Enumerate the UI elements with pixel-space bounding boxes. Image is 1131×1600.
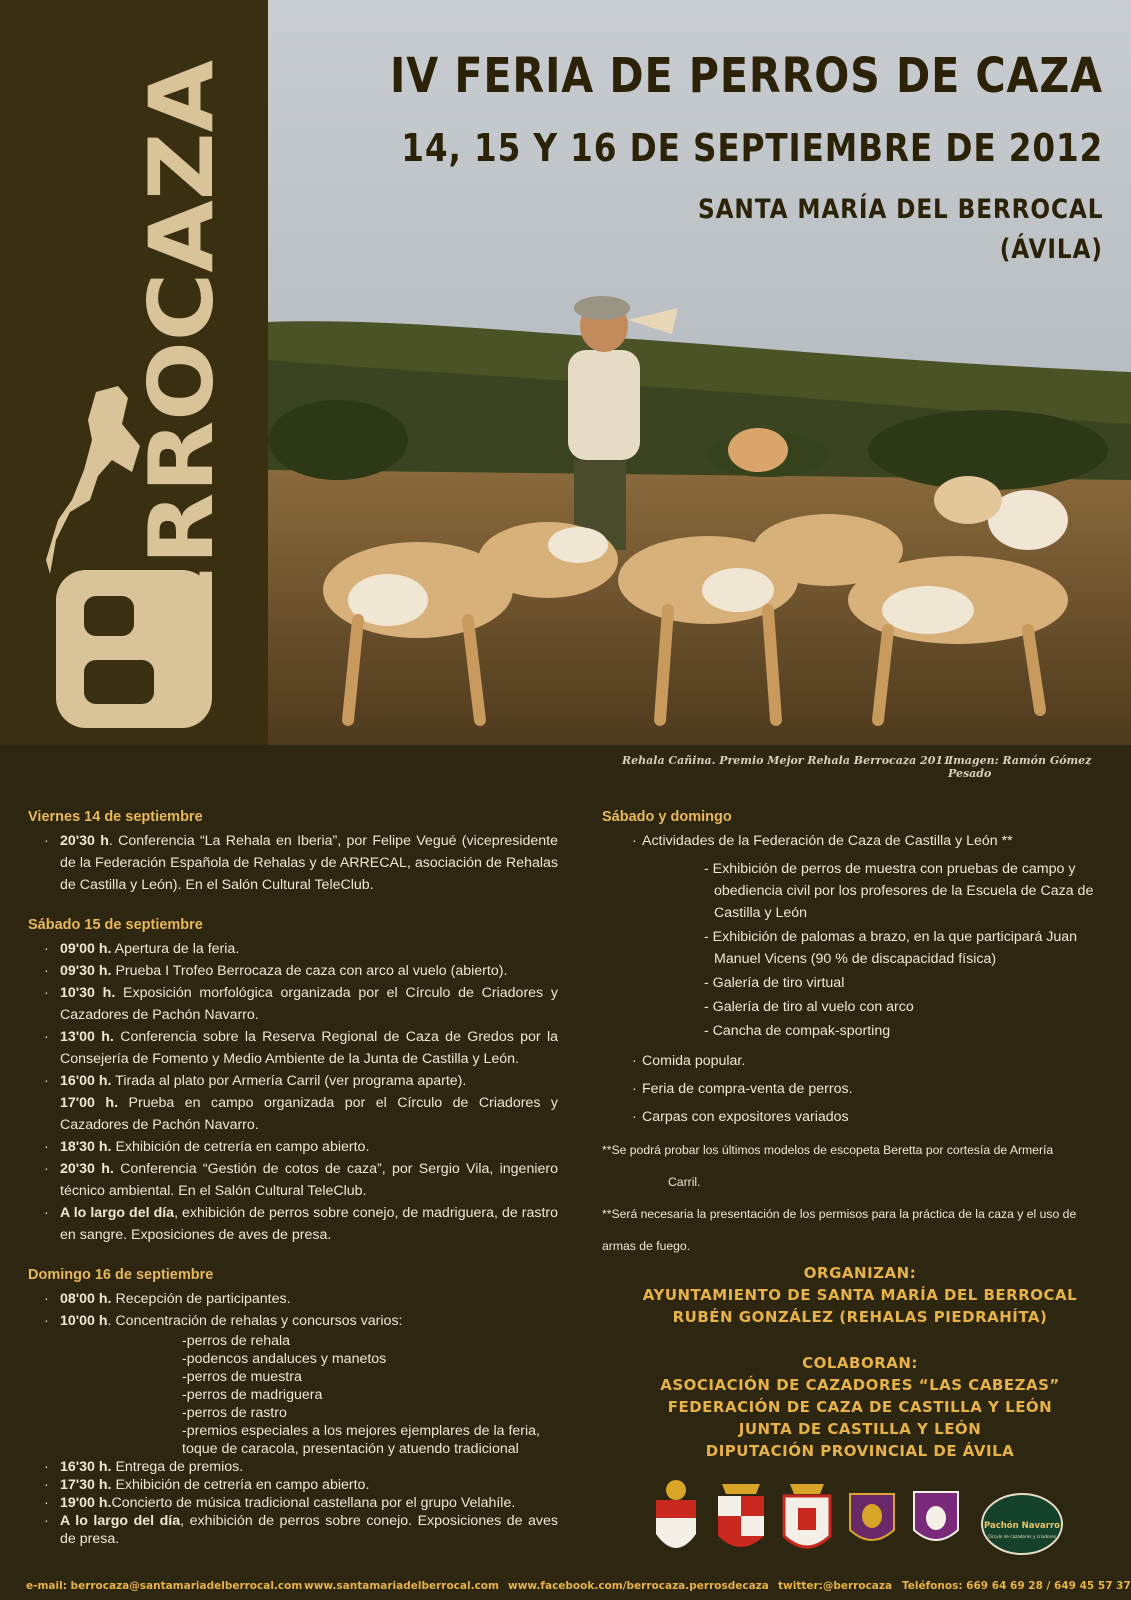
organizers-heading: ORGANIZAN: <box>803 1264 917 1282</box>
list-item: · 16'30 h. Entrega de premios. <box>44 1459 244 1475</box>
pachon-logo-subtext: Círculo de cazadores y criadores <box>987 1534 1057 1539</box>
contest-item: -premios especiales a los mejores ejemplares de la feria, toque de caracola, presentación y atuendo tradicional <box>182 1423 540 1457</box>
list-item: · A lo largo del día, exhibición de perros sobre conejo. Exposiciones de aves de presa. <box>44 1513 558 1547</box>
event-province: (ÁVILA) <box>999 234 1103 265</box>
hunting-dogs-photo <box>268 0 1131 745</box>
sunday-heading: Domingo 16 de septiembre <box>28 1267 214 1283</box>
coat-of-arms-santa-maria-icon <box>656 1480 696 1548</box>
collaborators <box>600 1352 1120 1462</box>
contest-item: -perros de rehala <box>182 1333 291 1349</box>
beretta-note: **Se podrá probar los últimos modelos de escopeta Beretta por cortesía de Armería Carril. **Será necesaria la presentación de los permisos para la práctica de la caza y el uso de armas de fuego. <box>602 1143 1077 1253</box>
contest-list <box>28 1332 558 1458</box>
event-title: IV FERIA DE PERROS DE CAZA <box>390 48 1103 104</box>
footer-twitter[interactable]: twitter:@berrocaza <box>778 1580 893 1592</box>
organizer-name: RUBÉN GONZÁLEZ (REHALAS PIEDRAHÍTA) <box>672 1308 1048 1326</box>
coat-of-arms-castilla-leon-icon <box>718 1484 764 1547</box>
coat-of-arms-avila-icon <box>784 1484 830 1547</box>
collaborator-name: FEDERACIÓN DE CAZA DE CASTILLA Y LEÓN <box>667 1398 1053 1416</box>
pachon-logo-text: Pachón Navarro <box>983 1521 1061 1531</box>
list-item: · 19'00 h.Concierto de música tradicional castellana por el grupo Velahíle. <box>44 1495 516 1511</box>
list-subitem: - Cancha de compak-sporting <box>704 1023 891 1039</box>
photo-caption: Rehala Cañina. Premio Mejor Rehala Berrocaza 2011 <box>622 754 951 767</box>
footer-website[interactable]: www.santamariadelberrocal.com <box>304 1580 499 1592</box>
organizers <box>600 1262 1120 1328</box>
program-right-column <box>602 806 1112 1262</box>
collaborator-name: JUNTA DE CASTILLA Y LEÓN <box>738 1420 982 1438</box>
federacion-caza-emblem-icon <box>850 1494 894 1540</box>
organizer-name: AYUNTAMIENTO DE SANTA MARÍA DEL BERROCAL <box>642 1286 1078 1304</box>
list-item: · 09'00 h. Apertura de la feria. <box>44 941 240 957</box>
list-item: · Carpas con expositores variados <box>632 1109 849 1125</box>
list-item: · 10'30 h. Exposición morfológica organizada por el Círculo de Criadores y Cazadores de Pachón Navarro. <box>44 985 558 1023</box>
contest-item: -perros de rastro <box>182 1405 287 1421</box>
program-left-column <box>28 806 558 1548</box>
list-subitem: - Exhibición de perros de muestra con pruebas de campo y obediencia civil por los profesores de la Escuela de Caza de Castilla y León <box>704 861 1094 921</box>
saturday-heading: Sábado 15 de septiembre <box>28 917 203 933</box>
list-item: · Feria de compra-venta de perros. <box>632 1081 853 1097</box>
footer-phones: Teléfonos: 669 64 69 28 / 649 45 57 37 <box>902 1580 1131 1592</box>
pachon-navarro-emblem-icon <box>982 1494 1062 1554</box>
list-item: · 10'00 h. Concentración de rehalas y concursos varios: <box>44 1313 403 1329</box>
contest-item: -podencos andaluces y manetos <box>182 1351 387 1367</box>
contest-item: -perros de madriguera <box>182 1387 323 1403</box>
collaborator-name: DIPUTACIÓN PROVINCIAL DE ÁVILA <box>705 1442 1015 1460</box>
brand-wordmark: BERROCAZA <box>130 97 233 700</box>
collaborators-heading: COLABORAN: <box>802 1354 918 1372</box>
list-item: · 16'00 h. Tirada al plato por Armería Carril (ver programa aparte). <box>44 1073 467 1089</box>
list-item: · A lo largo del día, exhibición de perros sobre conejo, de madriguera, de rastro en sangre. Exposiciones de aves de presa. <box>44 1205 559 1243</box>
friday-heading: Viernes 14 de septiembre <box>28 809 203 825</box>
list-item: 17'00 h. Prueba en campo organizada por el Círculo de Criadores y Cazadores de Pachón Navarro. <box>60 1095 558 1133</box>
list-item: · 20'30 h. Conferencia “Gestión de cotos de caza”, por Sergio Vila, ingeniero técnico ambiental. En el Salón Cultural TeleClub. <box>44 1161 558 1199</box>
footer-facebook[interactable]: www.facebook.com/berrocaza.perrosdecaza <box>508 1580 769 1592</box>
event-place: SANTA MARÍA DEL BERROCAL <box>697 194 1103 225</box>
photo-credit: Imagen: Ramón Gómez Pesado <box>948 754 1092 780</box>
weekend-heading: Sábado y domingo <box>602 809 732 825</box>
list-subitem: - Galería de tiro virtual <box>704 975 845 991</box>
brand-band <box>0 0 268 745</box>
list-item: · 17'30 h. Exhibición de cetrería en campo abierto. <box>44 1477 370 1493</box>
list-item: · 13'00 h. Conferencia sobre la Reserva Regional de Caza de Gredos por la Consejería de Fomento y Medio Ambiente de la Junta de Castilla y León. <box>44 1029 558 1067</box>
footer-email[interactable]: e-mail: berrocaza@santamariadelberrocal.com <box>26 1580 303 1592</box>
asociacion-cazadores-emblem-icon <box>914 1492 958 1540</box>
hero-photo <box>268 0 1131 745</box>
berrocaza-logo <box>0 0 268 745</box>
list-item: · 18'30 h. Exhibición de cetrería en campo abierto. <box>44 1139 370 1155</box>
list-item: · 09'30 h. Prueba I Trofeo Berrocaza de caza con arco al vuelo (abierto). <box>44 963 508 979</box>
list-item: · Comida popular. <box>632 1053 746 1069</box>
list-item: · 08'00 h. Recepción de participantes. <box>44 1291 291 1307</box>
list-item: · 20'30 h. Conferencia “La Rehala en Iberia”, por Felipe Vegué (vicepresidente de la Federación Española de Rehalas y de ARRECAL, asociación de Rehalas de Castilla y León). En el Salón Cultural TeleClub. <box>44 833 559 893</box>
event-dates: 14, 15 Y 16 DE SEPTIEMBRE DE 2012 <box>401 126 1103 170</box>
collaborator-name: ASOCIACIÓN DE CAZADORES “LAS CABEZAS” <box>660 1376 1060 1394</box>
list-subitem: - Exhibición de palomas a brazo, en la que participará Juan Manuel Vicens (90 % de discapacidad física) <box>704 929 1078 967</box>
contest-item: -perros de muestra <box>182 1369 302 1385</box>
list-item: · Actividades de la Federación de Caza de Castilla y León ** <box>632 833 1013 849</box>
sponsor-logos <box>652 1476 1112 1566</box>
list-subitem: - Galería de tiro al vuelo con arco <box>704 999 914 1015</box>
